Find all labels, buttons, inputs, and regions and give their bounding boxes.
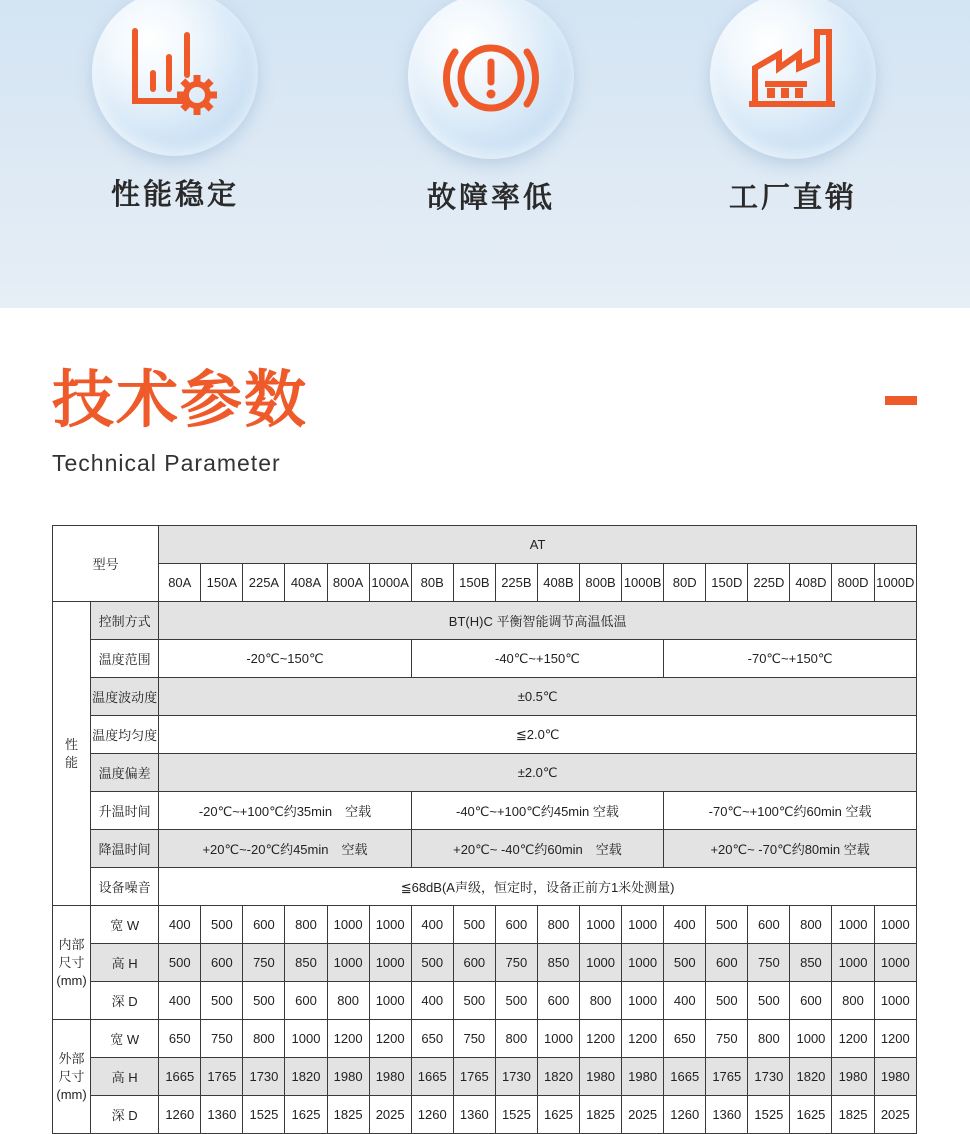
chart-gear-icon bbox=[125, 23, 225, 123]
spec-table bbox=[52, 525, 917, 1134]
dimension-cell: 400 bbox=[664, 906, 706, 944]
section-subtitle: Technical Parameter bbox=[52, 450, 281, 476]
dimension-cell: 1730 bbox=[748, 1058, 790, 1096]
dimension-cell: 1000 bbox=[622, 982, 664, 1020]
dimension-cell: 400 bbox=[411, 906, 453, 944]
table-row bbox=[53, 602, 917, 640]
dimension-cell: 1000 bbox=[874, 982, 916, 1020]
section-title: 技术参数 bbox=[52, 363, 309, 436]
title-accent-bar bbox=[885, 396, 917, 405]
dimension-cell: 800 bbox=[790, 906, 832, 944]
dimension-cell: 500 bbox=[495, 982, 537, 1020]
dimension-cell: 1820 bbox=[285, 1058, 327, 1096]
row-value: +20℃~ -40℃约60min 空载 bbox=[411, 830, 663, 868]
dimension-cell: 1820 bbox=[790, 1058, 832, 1096]
dimension-cell: 500 bbox=[664, 944, 706, 982]
dimension-cell: 750 bbox=[748, 944, 790, 982]
row-value: -40℃~+100℃约45min 空载 bbox=[411, 792, 663, 830]
dimension-cell: 800 bbox=[580, 982, 622, 1020]
dimension-cell: 1665 bbox=[159, 1058, 201, 1096]
dimension-cell: 1200 bbox=[622, 1020, 664, 1058]
dimension-cell: 1825 bbox=[580, 1096, 622, 1134]
dimension-cell: 500 bbox=[453, 906, 495, 944]
dimension-cell: 850 bbox=[285, 944, 327, 982]
row-value: ≦2.0℃ bbox=[159, 716, 917, 754]
row-label: 深 D bbox=[91, 1096, 159, 1134]
dimension-cell: 1000 bbox=[369, 982, 411, 1020]
dimension-cell: 1000 bbox=[537, 1020, 579, 1058]
dimension-cell: 1260 bbox=[664, 1096, 706, 1134]
dimension-cell: 1980 bbox=[327, 1058, 369, 1096]
dimension-cell: 800 bbox=[327, 982, 369, 1020]
table-row bbox=[53, 678, 917, 716]
dimension-cell: 750 bbox=[706, 1020, 748, 1058]
group-label-internal: 内部 尺寸 (mm) bbox=[53, 906, 91, 1020]
model-cell: 150D bbox=[706, 564, 748, 602]
row-value: +20℃~ -70℃约80min 空载 bbox=[664, 830, 917, 868]
dimension-cell: 1000 bbox=[580, 906, 622, 944]
table-row bbox=[53, 754, 917, 792]
dimension-cell: 1000 bbox=[327, 906, 369, 944]
series-name: AT bbox=[159, 526, 917, 564]
dimension-cell: 1665 bbox=[664, 1058, 706, 1096]
row-label: 控制方式 bbox=[91, 602, 159, 640]
model-cell: 800B bbox=[580, 564, 622, 602]
dimension-cell: 750 bbox=[201, 1020, 243, 1058]
row-label: 高 H bbox=[91, 944, 159, 982]
dimension-cell: 1665 bbox=[411, 1058, 453, 1096]
model-cell: 1000D bbox=[874, 564, 916, 602]
row-value: BT(H)C 平衡智能调节高温低温 bbox=[159, 602, 917, 640]
dimension-cell: 500 bbox=[201, 906, 243, 944]
dimension-cell: 1525 bbox=[495, 1096, 537, 1134]
dimension-cell: 500 bbox=[201, 982, 243, 1020]
dimension-cell: 750 bbox=[243, 944, 285, 982]
dimension-cell: 600 bbox=[790, 982, 832, 1020]
model-cell: 225A bbox=[243, 564, 285, 602]
dimension-cell: 1000 bbox=[622, 906, 664, 944]
model-cell: 1000A bbox=[369, 564, 411, 602]
dimension-cell: 1000 bbox=[790, 1020, 832, 1058]
row-label: 设备噪音 bbox=[91, 868, 159, 906]
model-cell: 408B bbox=[537, 564, 579, 602]
dimension-cell: 500 bbox=[159, 944, 201, 982]
row-label: 宽 W bbox=[91, 1020, 159, 1058]
table-row bbox=[53, 868, 917, 906]
dimension-cell: 2025 bbox=[874, 1096, 916, 1134]
table-row bbox=[53, 526, 917, 564]
models-row bbox=[53, 564, 917, 602]
dimension-cell: 1820 bbox=[537, 1058, 579, 1096]
dimension-cell: 750 bbox=[495, 944, 537, 982]
dimension-cell: 400 bbox=[159, 906, 201, 944]
row-value: -40℃~+150℃ bbox=[411, 640, 663, 678]
dimension-cell: 800 bbox=[243, 1020, 285, 1058]
dimension-cell: 800 bbox=[495, 1020, 537, 1058]
dimension-cell: 1730 bbox=[243, 1058, 285, 1096]
model-cell: 80B bbox=[411, 564, 453, 602]
dimension-cell: 1625 bbox=[285, 1096, 327, 1134]
dimension-cell: 600 bbox=[706, 944, 748, 982]
table-row bbox=[53, 716, 917, 754]
row-label: 温度均匀度 bbox=[91, 716, 159, 754]
feature-label: 性能稳定 bbox=[110, 177, 239, 211]
dimension-cell: 1200 bbox=[874, 1020, 916, 1058]
feature-bubble bbox=[408, 0, 574, 159]
table-row bbox=[53, 1058, 917, 1096]
model-cell: 225D bbox=[748, 564, 790, 602]
row-value: ≦68dB(A声级，恒定时，设备正前方1米处测量) bbox=[159, 868, 917, 906]
dimension-cell: 600 bbox=[243, 906, 285, 944]
dimension-cell: 1000 bbox=[832, 944, 874, 982]
dimension-cell: 650 bbox=[664, 1020, 706, 1058]
dimension-cell: 1730 bbox=[495, 1058, 537, 1096]
dimension-cell: 1765 bbox=[706, 1058, 748, 1096]
dimension-cell: 400 bbox=[159, 982, 201, 1020]
feature-stable bbox=[70, 0, 270, 230]
model-cell: 80D bbox=[664, 564, 706, 602]
dimension-cell: 800 bbox=[537, 906, 579, 944]
dimension-cell: 1360 bbox=[201, 1096, 243, 1134]
dimension-cell: 500 bbox=[706, 906, 748, 944]
dimension-cell: 600 bbox=[201, 944, 243, 982]
table-row bbox=[53, 944, 917, 982]
row-value: +20℃~-20℃约45min 空载 bbox=[159, 830, 411, 868]
table-row bbox=[53, 640, 917, 678]
dimension-cell: 1980 bbox=[369, 1058, 411, 1096]
table-row bbox=[53, 1096, 917, 1134]
dimension-cell: 750 bbox=[453, 1020, 495, 1058]
dimension-cell: 1980 bbox=[580, 1058, 622, 1096]
dimension-cell: 400 bbox=[411, 982, 453, 1020]
row-label: 温度偏差 bbox=[91, 754, 159, 792]
dimension-cell: 1200 bbox=[369, 1020, 411, 1058]
model-cell: 408D bbox=[790, 564, 832, 602]
dimension-cell: 850 bbox=[537, 944, 579, 982]
dimension-cell: 1625 bbox=[537, 1096, 579, 1134]
feature-bubble bbox=[710, 0, 876, 159]
dimension-cell: 1765 bbox=[453, 1058, 495, 1096]
row-value: -20℃~150℃ bbox=[159, 640, 411, 678]
factory-icon bbox=[743, 26, 843, 126]
row-value: -70℃~+100℃约60min 空载 bbox=[664, 792, 917, 830]
dimension-cell: 650 bbox=[411, 1020, 453, 1058]
dimension-cell: 1525 bbox=[748, 1096, 790, 1134]
dimension-cell: 800 bbox=[748, 1020, 790, 1058]
row-label: 高 H bbox=[91, 1058, 159, 1096]
model-cell: 80A bbox=[159, 564, 201, 602]
row-label: 宽 W bbox=[91, 906, 159, 944]
dimension-cell: 1000 bbox=[285, 1020, 327, 1058]
table-row bbox=[53, 1020, 917, 1058]
dimension-cell: 600 bbox=[537, 982, 579, 1020]
feature-label: 工厂直销 bbox=[728, 180, 857, 214]
dimension-cell: 1260 bbox=[411, 1096, 453, 1134]
dimension-cell: 1200 bbox=[580, 1020, 622, 1058]
row-label: 升温时间 bbox=[91, 792, 159, 830]
dimension-cell: 1980 bbox=[874, 1058, 916, 1096]
group-label-external: 外部 尺寸 (mm) bbox=[53, 1020, 91, 1134]
feature-bubble bbox=[92, 0, 258, 156]
dimension-cell: 2025 bbox=[369, 1096, 411, 1134]
dimension-cell: 1200 bbox=[327, 1020, 369, 1058]
dimension-cell: 400 bbox=[664, 982, 706, 1020]
dimension-cell: 2025 bbox=[622, 1096, 664, 1134]
dimension-cell: 1625 bbox=[790, 1096, 832, 1134]
model-label: 型号 bbox=[53, 526, 159, 602]
dimension-cell: 1000 bbox=[369, 944, 411, 982]
dimension-cell: 1525 bbox=[243, 1096, 285, 1134]
dimension-cell: 600 bbox=[748, 906, 790, 944]
feature-low-failure bbox=[386, 3, 586, 233]
dimension-cell: 1200 bbox=[832, 1020, 874, 1058]
dimension-cell: 500 bbox=[411, 944, 453, 982]
row-value: ±2.0℃ bbox=[159, 754, 917, 792]
dimension-cell: 1360 bbox=[706, 1096, 748, 1134]
model-cell: 408A bbox=[285, 564, 327, 602]
dimension-cell: 600 bbox=[495, 906, 537, 944]
dimension-cell: 500 bbox=[453, 982, 495, 1020]
table-row bbox=[53, 982, 917, 1020]
dimension-cell: 850 bbox=[790, 944, 832, 982]
row-label: 深 D bbox=[91, 982, 159, 1020]
feature-label: 故障率低 bbox=[426, 180, 555, 214]
model-cell: 1000B bbox=[622, 564, 664, 602]
dimension-cell: 500 bbox=[243, 982, 285, 1020]
dimension-cell: 1000 bbox=[580, 944, 622, 982]
dimension-cell: 1260 bbox=[159, 1096, 201, 1134]
model-cell: 800A bbox=[327, 564, 369, 602]
dimension-cell: 1000 bbox=[832, 906, 874, 944]
dimension-cell: 1000 bbox=[874, 906, 916, 944]
row-value: -70℃~+150℃ bbox=[664, 640, 917, 678]
dimension-cell: 1825 bbox=[327, 1096, 369, 1134]
hero-banner bbox=[0, 0, 970, 308]
dimension-cell: 800 bbox=[285, 906, 327, 944]
feature-factory-direct bbox=[688, 3, 888, 233]
row-label: 降温时间 bbox=[91, 830, 159, 868]
dimension-cell: 600 bbox=[285, 982, 327, 1020]
dimension-cell: 1000 bbox=[622, 944, 664, 982]
dimension-cell: 1360 bbox=[453, 1096, 495, 1134]
row-value: ±0.5℃ bbox=[159, 678, 917, 716]
model-cell: 225B bbox=[495, 564, 537, 602]
dimension-cell: 800 bbox=[832, 982, 874, 1020]
dimension-cell: 500 bbox=[748, 982, 790, 1020]
dimension-cell: 650 bbox=[159, 1020, 201, 1058]
table-row bbox=[53, 792, 917, 830]
dimension-cell: 500 bbox=[706, 982, 748, 1020]
model-cell: 150A bbox=[201, 564, 243, 602]
row-label: 温度波动度 bbox=[91, 678, 159, 716]
dimension-cell: 1000 bbox=[874, 944, 916, 982]
dimension-cell: 1980 bbox=[832, 1058, 874, 1096]
dimension-cell: 1000 bbox=[369, 906, 411, 944]
dimension-cell: 1980 bbox=[622, 1058, 664, 1096]
dimension-cell: 1765 bbox=[201, 1058, 243, 1096]
alert-icon bbox=[441, 26, 541, 126]
table-row bbox=[53, 830, 917, 868]
row-value: -20℃~+100℃约35min 空载 bbox=[159, 792, 411, 830]
model-cell: 800D bbox=[832, 564, 874, 602]
dimension-cell: 1000 bbox=[327, 944, 369, 982]
row-label: 温度范围 bbox=[91, 640, 159, 678]
model-cell: 150B bbox=[453, 564, 495, 602]
table-row bbox=[53, 906, 917, 944]
dimension-cell: 1825 bbox=[832, 1096, 874, 1134]
group-label-performance: 性 能 bbox=[53, 602, 91, 906]
dimension-cell: 600 bbox=[453, 944, 495, 982]
